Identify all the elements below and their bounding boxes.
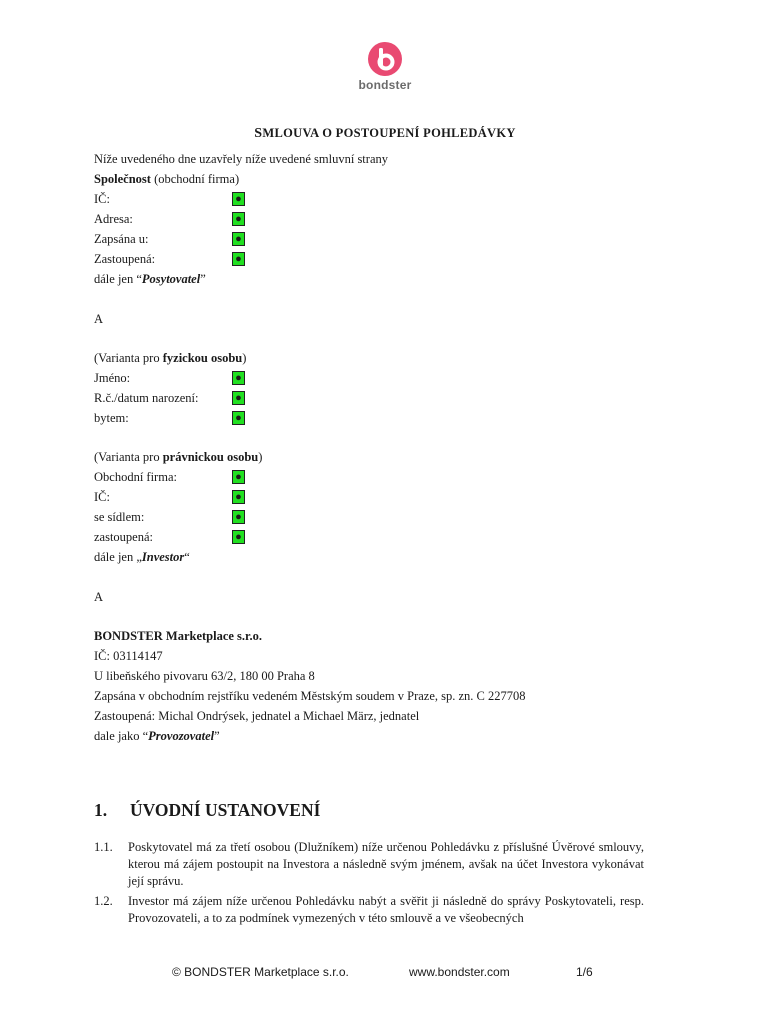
clause-1-1: 1.1. Poskytovatel má za třetí osobou (Dlužníkem) níže určenou Pohledávku z příslušné Úvěrové smlouvy, kterou má zájem postoupit na Investora a následně svým jménem, avšak na účet Investora vykonávat její správu. — [94, 840, 644, 888]
placeholder-marker[interactable]: ● — [232, 252, 245, 266]
placeholder-marker[interactable]: ● — [232, 371, 245, 385]
footer-copyright: © BONDSTER Marketplace s.r.o. — [172, 965, 349, 979]
section-heading: 1. ÚVODNÍ USTANOVENÍ — [94, 800, 321, 820]
conjunction-a: A — [94, 312, 104, 326]
conjunction-a: A — [94, 590, 104, 604]
footer-website[interactable]: www.bondster.com — [409, 965, 510, 979]
placeholder-marker[interactable]: ● — [232, 490, 245, 504]
operator-name: BONDSTER Marketplace s.r.o. — [94, 629, 262, 643]
operator-registry: Zapsána v obchodním rejstříku vedeném Městským soudem v Praze, sp. zn. C 227708 — [94, 689, 526, 703]
investor-alias: dále jen „Investor“ — [94, 550, 190, 564]
placeholder-marker[interactable]: ● — [232, 391, 245, 405]
intro-text: Níže uvedeného dne uzavřely níže uvedené smluvní strany — [94, 152, 388, 166]
placeholder-marker[interactable]: ● — [232, 192, 245, 206]
legal-person-heading: (Varianta pro právnickou osobu) — [94, 450, 263, 464]
company-alias: dále jen “Posytovatel” — [94, 272, 206, 286]
clause-1-2: 1.2. Investor má zájem níže určenou Pohledávku nabýt a svěřit ji následně do správy Poskytovateli, resp. Provozovateli, a to za podmínek vymezených v této smlouvě a ve všeobecných — [94, 894, 644, 925]
document-page: bondster SMLOUVA O POSTOUPENÍ POHLEDÁVKY Níže uvedeného dne uzavřely níže uvedené smluvní strany Společnost (obchodní firma) IČ: ● Adresa: ● Zapsána u: ● Zastoupená: ● dále jen “Posytovatel” A (Varianta pro fyzickou osobu) Jméno: ● R.č./datum narození: ● bytem: ● (Varianta pro právnickou osobu) Obchodní firma: ● IČ: ● se sídlem: ● zastoupená: ● dále jen „Investor“ A BONDSTER Marketplace s.r.o. IČ: 03114147 U libeňského pivovaru 63/2, 180 00 Praha 8 Zapsána v obchodním rejstříku vedeném Městským soudem v Praze, sp. zn. C 227708 Zastoupená: Michal Ondrýsek, jednatel a Michael März, jednatel dale jako “Provozovatel” 1. ÚVODNÍ USTANOVENÍ 1.1. Poskytovatel má za třetí osobou (Dlužníkem) níže určenou Pohledávku z příslušné Úvěrové smlouvy, kterou má zájem postoupit na Investora a následně svým jménem, avšak na účet Investora vykonávat její správu. 1.2. Investor má zájem níže určenou Pohledávku nabýt a svěřit ji následně do správy Poskytovateli, resp. Provozovateli, a to za podmínek vymezených v této smlouvě a ve všeobecných © BONDSTER Marketplace s.r.o. www.bondster.com 1/6 — [0, 0, 770, 1024]
placeholder-marker[interactable]: ● — [232, 411, 245, 425]
placeholder-marker[interactable]: ● — [232, 232, 245, 246]
operator-represented: Zastoupená: Michal Ondrýsek, jednatel a Michael März, jednatel — [94, 709, 420, 723]
bondster-logo — [350, 42, 420, 92]
logo-b-icon — [368, 42, 402, 76]
operator-alias: dale jako “Provozovatel” — [94, 729, 220, 743]
natural-person-heading: (Varianta pro fyzickou osobu) — [94, 351, 247, 365]
logo-text: bondster — [358, 78, 412, 92]
footer-page-number: 1/6 — [576, 965, 593, 979]
placeholder-marker[interactable]: ● — [232, 212, 245, 226]
placeholder-marker[interactable]: ● — [232, 510, 245, 524]
company-heading: Společnost (obchodní firma) — [94, 172, 240, 186]
operator-ic: IČ: 03114147 — [94, 649, 163, 663]
placeholder-marker[interactable]: ● — [232, 530, 245, 544]
operator-address: U libeňského pivovaru 63/2, 180 00 Praha 8 — [94, 669, 315, 683]
document-title: SMLOUVA O POSTOUPENÍ POHLEDÁVKY — [254, 126, 516, 141]
placeholder-marker[interactable]: ● — [232, 470, 245, 484]
page-footer — [0, 965, 770, 985]
